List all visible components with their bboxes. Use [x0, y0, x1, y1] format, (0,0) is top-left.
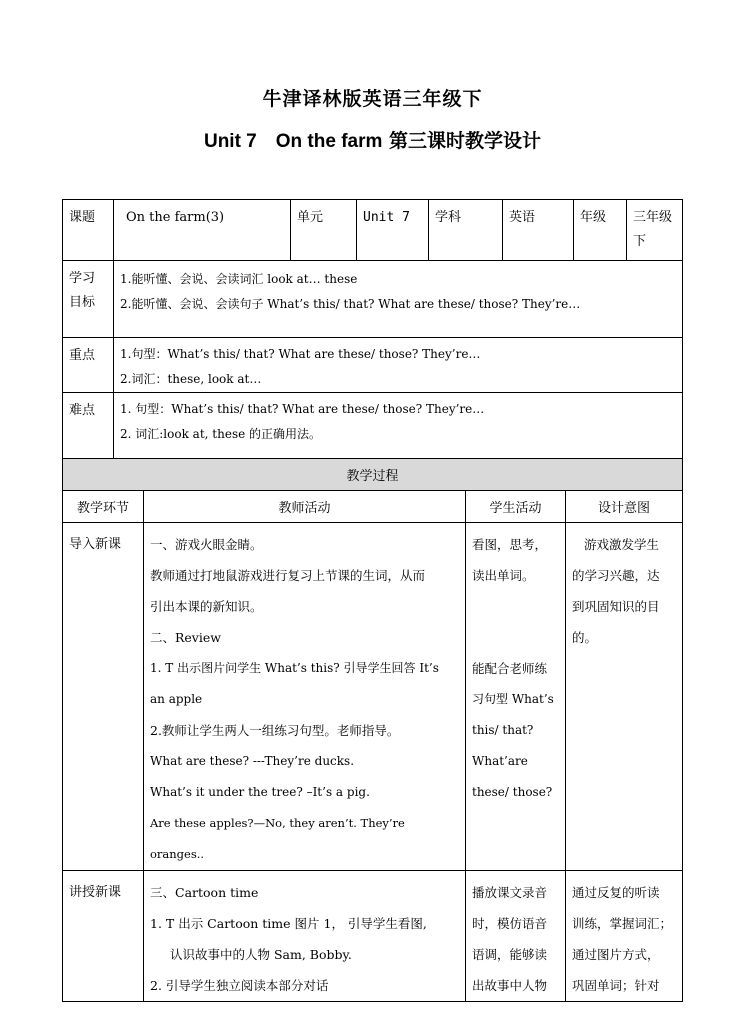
section-title: 教学过程 — [63, 459, 683, 491]
goal-item-1: 1.能听懂、会说、会读词汇 look at… these — [120, 272, 358, 286]
purpose-line: 通过反复的听读 — [572, 885, 660, 900]
student-line: What’are — [472, 754, 528, 768]
purpose-line: 巩固单词；针对 — [572, 978, 660, 993]
student-line: 时，模仿语音 — [472, 916, 548, 931]
student-line — [472, 591, 559, 622]
student-line — [472, 622, 559, 653]
stage-label: 讲授新课 — [69, 885, 122, 900]
teacher-line: What are these? ---They’re ducks. — [150, 754, 355, 768]
student-line: 读出单词。 — [472, 568, 535, 583]
student-activity-cell — [466, 523, 566, 871]
key-point-item-2: 2.词汇：these, look at… — [120, 372, 262, 386]
student-line: 习句型 What’s — [472, 692, 554, 706]
student-line: 出故事中人物 — [472, 978, 548, 993]
teacher-line: 二、Review — [150, 630, 221, 645]
label-key-points: 重点 — [63, 338, 114, 393]
table-row — [63, 523, 683, 871]
student-line: 播放课文录音 — [472, 885, 548, 900]
subject-value: 英语 — [503, 200, 574, 261]
purpose-line: 的。 — [572, 630, 598, 645]
teacher-line: 认识故事中的人物 Sam, Bobby. — [170, 947, 352, 962]
table-row — [63, 871, 683, 1002]
process-section-header — [63, 459, 683, 491]
document-subtitle — [0, 126, 745, 153]
stage-cell — [63, 871, 144, 1002]
process-table — [62, 458, 683, 1002]
process-column-headers — [63, 491, 683, 523]
label-difficulties: 难点 — [63, 393, 114, 470]
purpose-line: 通过图片方式， — [572, 947, 660, 962]
student-line: this/ that? — [472, 723, 534, 737]
teacher-line: an apple — [150, 692, 203, 706]
teacher-line: 1. T 出示 Cartoon time 图片 1， 引导学生看图, — [150, 916, 427, 931]
teacher-line: 教师通过打地鼠游戏进行复习上节课的生词，从而 — [150, 568, 426, 583]
label-topic: 课题 — [63, 200, 114, 261]
student-line: 语调，能够读 — [472, 947, 548, 962]
goals-content — [114, 261, 683, 338]
column-header-purpose: 设计意图 — [566, 491, 683, 523]
purpose-cell — [566, 523, 683, 871]
info-row-key-points — [63, 338, 683, 393]
label-goals: 学习目标 — [63, 261, 114, 338]
student-line: these/ those? — [472, 785, 553, 799]
student-activity-cell — [466, 871, 566, 1002]
key-point-item-1: 1.句型：What’s this/ that? What are these/ those? They’re… — [120, 347, 481, 361]
info-table — [62, 199, 683, 470]
purpose-line: 游戏激发学生 — [584, 537, 660, 552]
unit-value: Unit 7 — [357, 200, 429, 261]
purpose-line: 到巩固知识的目 — [572, 599, 660, 614]
purpose-cell — [566, 871, 683, 1002]
teacher-activity-cell — [144, 523, 466, 871]
purpose-line: 的学习兴趣，达 — [572, 568, 660, 583]
teacher-activity-cell — [144, 871, 466, 1002]
info-row-basic — [63, 200, 683, 261]
subtitle-chinese: 第三课时教学设计 — [389, 130, 542, 152]
subtitle-english: Unit 7 On the farm — [203, 131, 383, 152]
teacher-line: 2.教师让学生两人一组练习句型。老师指导。 — [150, 723, 400, 738]
purpose-line: 训练，掌握词汇； — [572, 916, 673, 931]
label-subject: 学科 — [429, 200, 503, 261]
difficulty-item-2: 2. 词汇:look at, these 的正确用法。 — [120, 427, 322, 441]
teacher-line: 2. 引导学生独立阅读本部分对话 — [150, 978, 329, 993]
student-line: 能配合老师练 — [472, 661, 548, 676]
student-line: 看图，思考， — [472, 537, 548, 552]
teacher-line: 一、游戏火眼金睛。 — [150, 537, 263, 552]
info-row-goals — [63, 261, 683, 338]
teacher-line: What’s it under the tree? –It’s a pig. — [150, 785, 370, 799]
topic-value: On the farm(3) — [114, 200, 291, 261]
teacher-line: 引出本课的新知识。 — [150, 599, 263, 614]
teacher-line: Are these apples?—No, they aren’t. They’re oranges.. — [150, 816, 405, 861]
goal-item-2: 2.能听懂、会说、会读句子 What’s this/ that? What are these/ those? They’re… — [120, 297, 581, 311]
grade-value: 三年级下 — [627, 200, 683, 261]
teacher-line: 1. T 出示图片问学生 What’s this? 引导学生回答 It’s — [150, 661, 439, 675]
key-points-content — [114, 338, 683, 393]
column-header-student: 学生活动 — [466, 491, 566, 523]
label-grade: 年级 — [574, 200, 627, 261]
column-header-stage: 教学环节 — [63, 491, 144, 523]
stage-label: 导入新课 — [69, 537, 122, 552]
document-title: 牛津译林版英语三年级下 — [262, 88, 483, 110]
label-unit: 单元 — [291, 200, 357, 261]
difficulty-item-1: 1. 句型：What’s this/ that? What are these/ those? They’re… — [120, 402, 485, 416]
teacher-line: 三、Cartoon time — [150, 885, 259, 900]
column-header-teacher: 教师活动 — [144, 491, 466, 523]
stage-cell — [63, 523, 144, 871]
